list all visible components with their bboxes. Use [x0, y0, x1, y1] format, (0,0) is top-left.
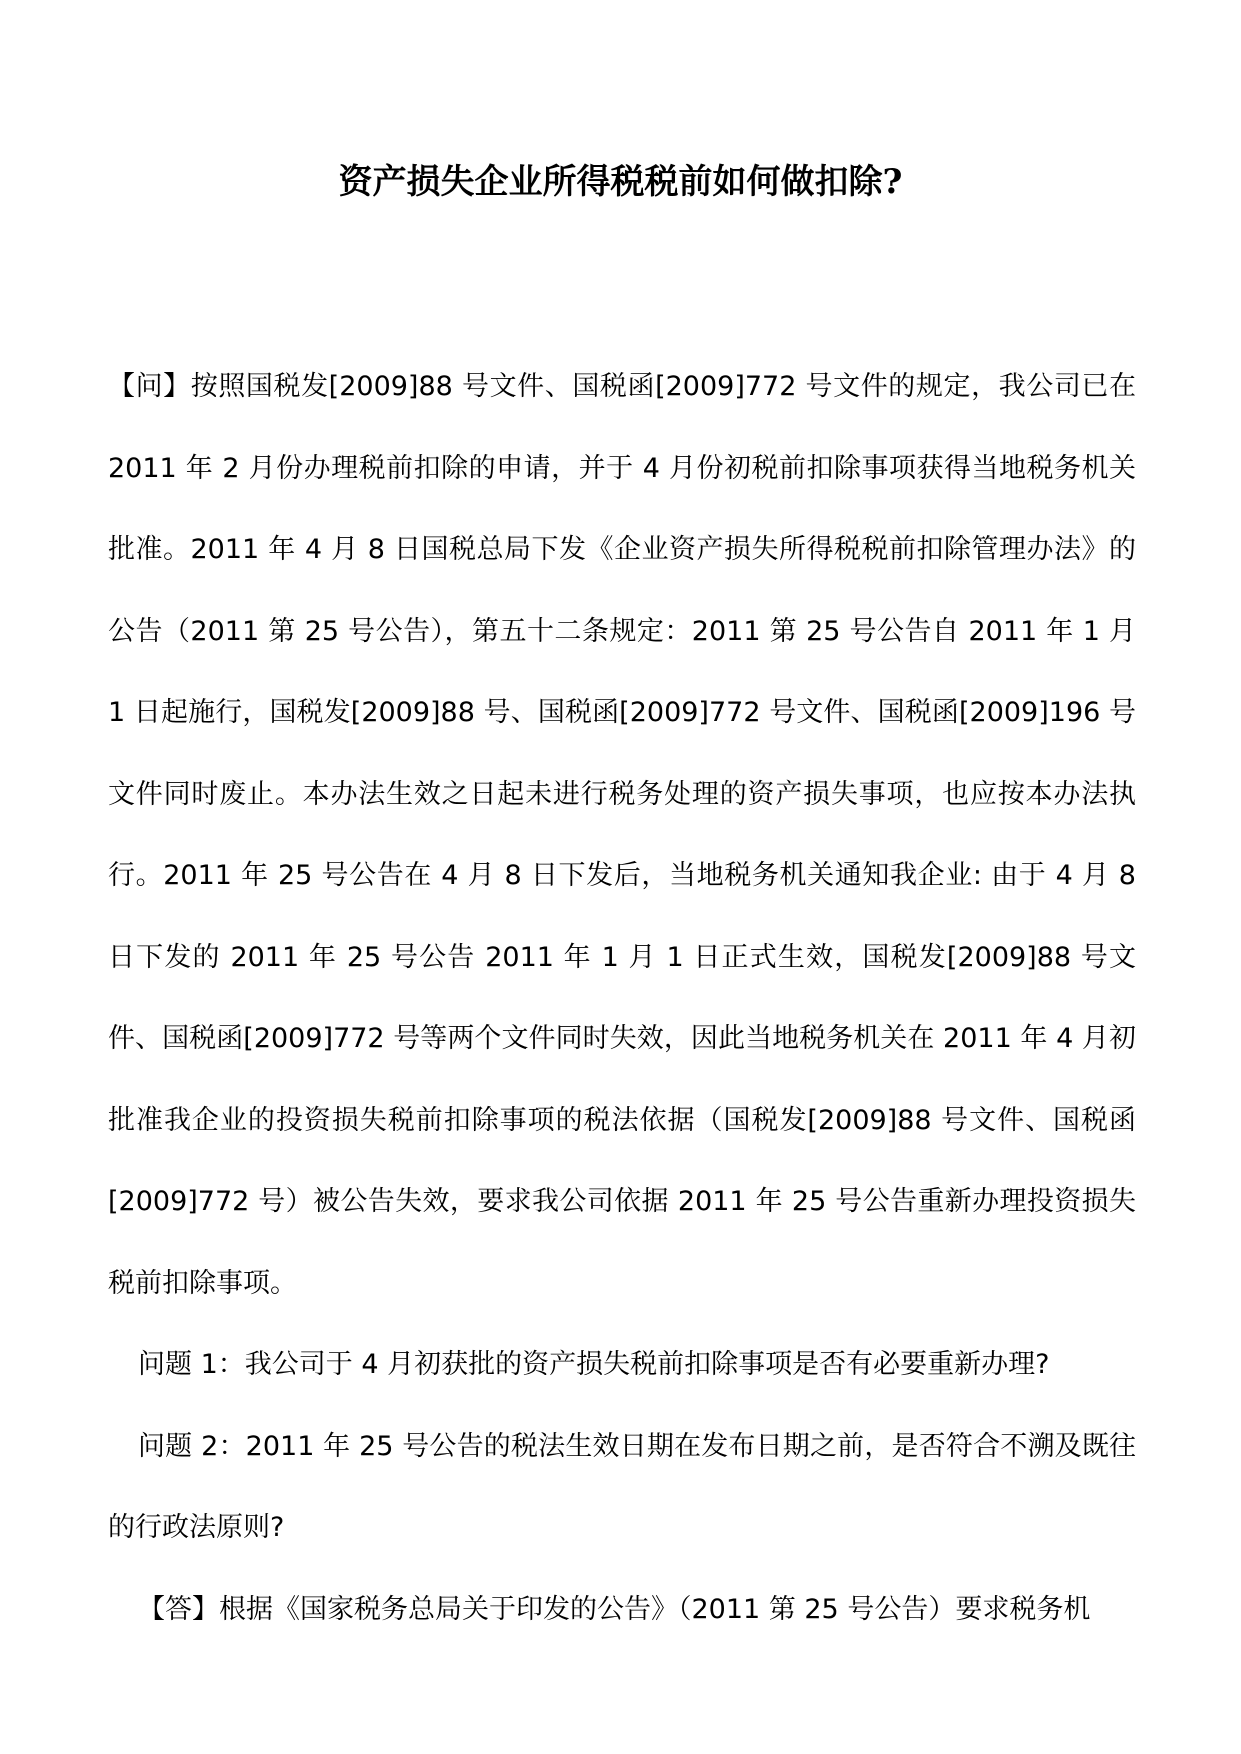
document-title: 资产损失企业所得税税前如何做扣除? — [338, 162, 903, 202]
question-1: 问题 1：我公司于 4 月初获批的资产损失税前扣除事项是否有必要重新办理? — [138, 1349, 1050, 1380]
answer-paragraph: 【答】根据《国家税务总局关于印发的公告》（2011 第 25 号公告）要求税务机 — [138, 1593, 1091, 1625]
question-2: 问题 2：2011 年 25 号公告的税法生效日期在发布日期之前，是否符合不溯及既往的行政法原则? — [108, 1430, 1136, 1543]
question-paragraph: 【问】按照国税发[2009]88 号文件、国税函[2009]772 号文件的规定，我公司已在 2011 年 2 月份办理税前扣除的申请，并于 4 月份初税前扣除事项获得当地税务机关批准。2011 年 4 月 8 日国税总局下发《企业资产损失所得税税前扣除管理办法》的公告（2011 第 25 号公告），第五十二条规定：2011 第 25 号公告自 2011 年 1 月 1 日起施行，国税发[2009]88 号、国税函[2009]772 号文件、国税函[2009]196 号文件同时废止。本办法生效之日起未进行税务处理的资产损失事项，也应按本办法执行。2011 年 25 号公告在 4 月 8 日下发后，当地税务机关通知我企业: 由于 4 月 8 日下发的 2011 年 25 号公告 2011 年 1 月 1 日正式生效，国税发[2009]88 号文件、国税函[2009]772 号等两个文件同时失效，因此当地税务机关在 2011 年 4 月初批准我企业的投资损失税前扣除事项的税法依据（国税发[2009]88 号文件、国税函[2009]772 号）被公告失效，要求我公司依据 2011 年 25 号公告重新办理投资损失税前扣除事项。 — [108, 371, 1136, 1299]
document-body — [108, 346, 1136, 1650]
